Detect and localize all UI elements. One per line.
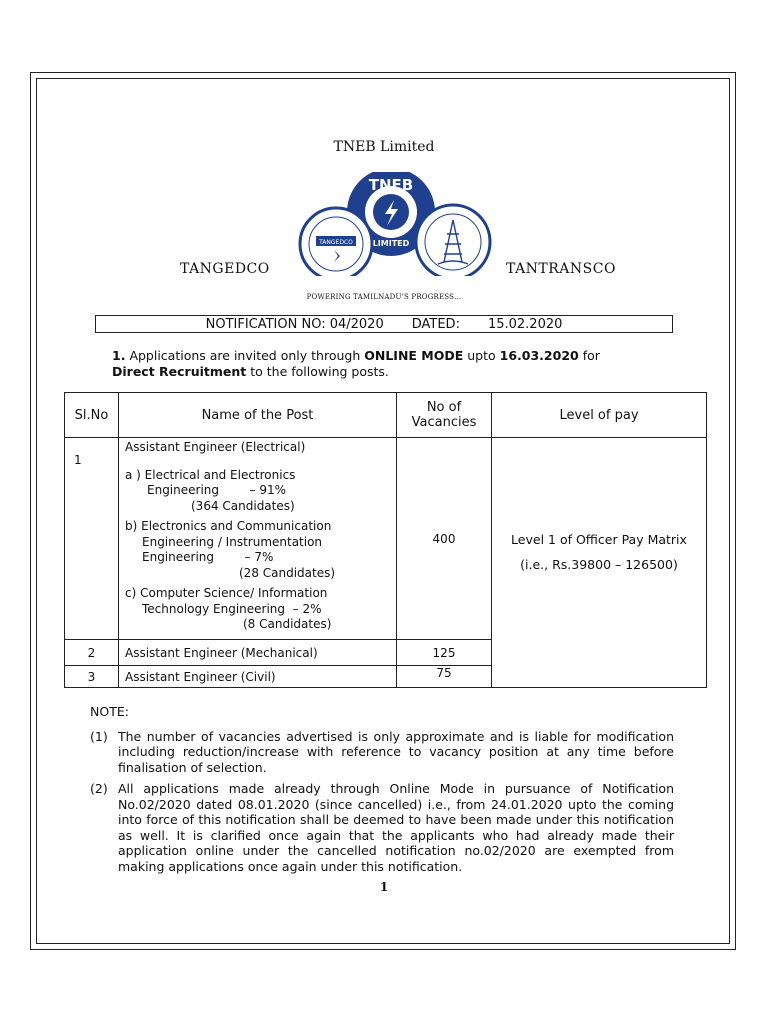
notification-date: 15.02.2020 [487,316,563,332]
intro-number: 1. [112,348,126,363]
row2-vacancies [397,640,492,666]
notification-dated-label: DATED: [411,316,460,332]
intro-text-3: for [578,348,600,363]
company-right-label: TANTRANSCO [506,261,616,277]
svg-text:TNEB: TNEB [368,176,414,194]
slno-text: 1 [74,453,82,467]
sub-post-b-line2: Engineering / Instrumentation [142,534,323,549]
post-title: Assistant Engineer (Electrical) [125,440,306,454]
sub-post-c-count: (8 Candidates) [243,617,332,631]
post-title: Assistant Engineer (Mechanical) [125,645,318,660]
sub-post-a-count: (364 Candidates) [191,498,295,513]
header-post: Name of the Post [119,393,397,438]
row2-slno [65,640,119,666]
tneb-logo [298,172,494,276]
note-item [90,729,674,776]
intro-text-2: upto [463,348,500,363]
pay-level-line2: (i.e., Rs.39800 – 126500) [520,557,678,572]
row2-post [119,640,397,666]
sub-post-a-line2: Engineering – 91% [147,483,287,497]
sub-post-b: b) Electronics and Communication [125,519,332,533]
deadline-date: 16.03.2020 [499,348,579,363]
table-row [65,438,707,640]
row3-vacancies [397,666,492,688]
table-header-row [65,393,707,438]
intro-text-4: to the following posts. [246,364,389,379]
sub-post-b-count: (28 Candidates) [239,565,336,580]
notes-heading: NOTE: [90,704,129,719]
vacancies-text: 400 [432,531,456,546]
row1-post [119,438,397,640]
sub-post-a: a ) Electrical and Electronics [125,467,296,482]
note-number: (1) [90,728,108,744]
direct-recruitment: Direct Recruitment [112,364,247,379]
note-text: The number of vacancies advertised is only approximate and is liable for modification including reduction/increase with reference to vacancy position at any time before finalisation of selection. [118,728,674,775]
tantransco-seal-logo [416,205,490,276]
svg-text:TANGEDCO: TANGEDCO [319,239,353,246]
online-mode: ONLINE MODE [364,348,464,363]
slno-text: 3 [87,669,96,684]
row1-slno [65,438,119,640]
svg-text:LIMITED: LIMITED [372,239,410,248]
sub-post-c: c) Computer Science/ Information [125,586,328,600]
intro-text-1: Applications are invited only through [129,348,365,363]
intro-paragraph [112,348,678,380]
notification-number: NOTIFICATION NO: 04/2020 [205,316,384,332]
vacancies-text: 75 [436,666,452,680]
org-title: TNEB Limited [333,139,435,155]
tagline: POWERING TAMILNADU’S PROGRESS… [306,293,462,301]
row3-post [119,666,397,688]
page-number: 1 [379,880,389,894]
header-slno: Sl.No [65,393,119,438]
post-title: Assistant Engineer (Civil) [125,669,276,684]
header-vacancies: No of Vacancies [397,393,492,438]
pay-level-cell [492,438,707,688]
slno-text: 2 [87,645,96,660]
vacancies-text: 125 [432,645,456,660]
posts-table [64,392,707,688]
row3-slno [65,666,119,688]
sub-post-b-line3: Engineering – 7% [142,550,274,564]
row1-vacancies [397,438,492,640]
tangedco-seal-logo [300,208,372,276]
notification-box [95,315,673,333]
sub-post-c-line2: Technology Engineering – 2% [142,601,322,616]
note-number: (2) [90,781,108,796]
company-left-label: TANGEDCO [180,261,270,277]
header-pay: Level of pay [492,393,707,438]
notes-section [90,704,674,874]
note-text: All applications made already through Online Mode in pursuance of Notification No.02/2020 dated 08.01.2020 (since cancelled) i.e., from 24.01.2020 upto the coming into force of this notification shall be deemed to have been made under this notification as well. It is clarified once again that the applicants who had already made their application online under the cancelled notification no.02/2020 are exempted from making applications once again under this notification. [118,781,674,874]
pay-level-line1: Level 1 of Officer Pay Matrix [511,532,687,547]
note-item [90,781,674,874]
